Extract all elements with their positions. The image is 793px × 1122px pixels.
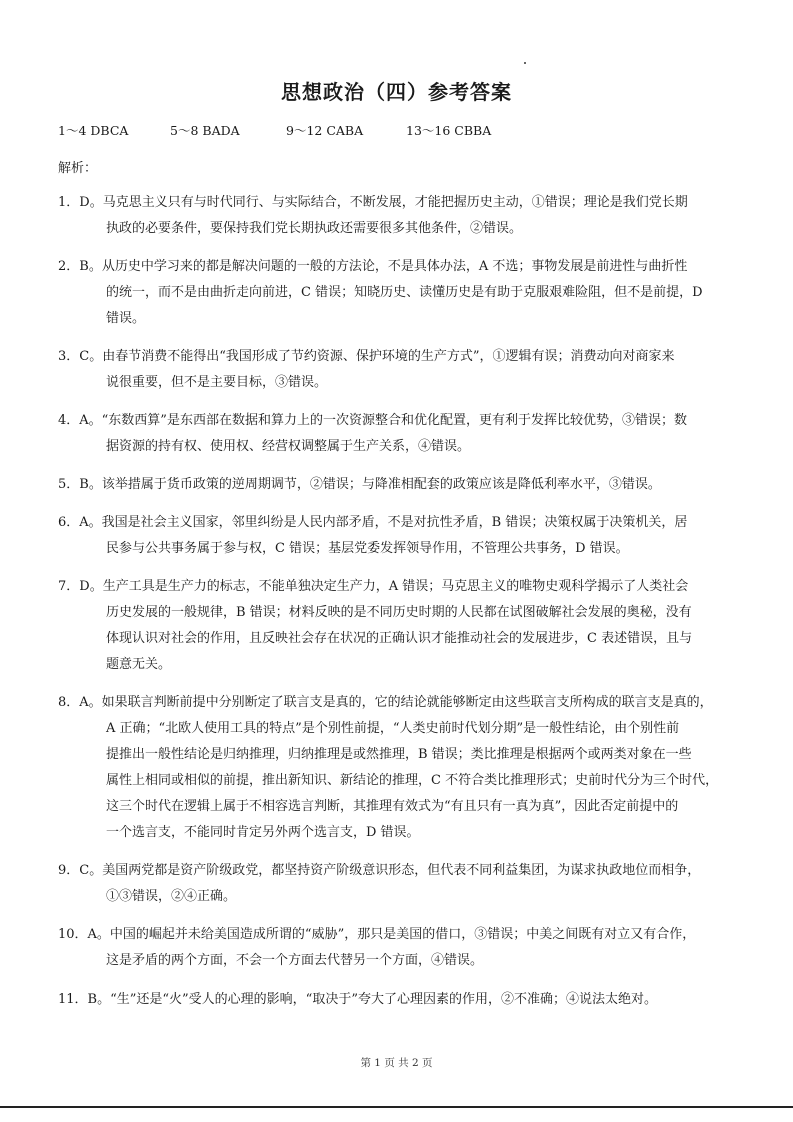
- explanation-line: ①③错误，②④正确。: [106, 889, 237, 904]
- explanation-item-7: [58, 574, 742, 678]
- answer-group-1: 1～4 DBCA: [58, 123, 129, 138]
- explanation-line: 说很重要，但不是主要目标，③错误。: [106, 375, 328, 390]
- answer-group-3: 9～12 CABA: [286, 123, 364, 138]
- explanation-line: 历史发展的一般规律，B 错误；材料反映的是不同历史时期的人民都在试图破解社会发展的奥秘，没有: [106, 605, 692, 620]
- explanation-item-9: [58, 858, 742, 910]
- explanation-line: 11．B。“生”还是“火”受人的心理的影响，“取决于”夸大了心理因素的作用，②不准确；④说法太绝对。: [58, 992, 657, 1007]
- page-footer: 第 1 页 共 2 页: [360, 1057, 433, 1069]
- explanation-line: 3．C。由春节消费不能得出“我国形成了节约资源、保护环境的生产方式”，①逻辑有误；消费动向对商家来: [58, 349, 675, 364]
- explanation-line: 6．A。我国是社会主义国家，邻里纠纷是人民内部矛盾，不是对抗性矛盾，B 错误；决策权属于决策机关，居: [58, 515, 688, 530]
- explanation-line: 提推出一般性结论是归纳推理，归纳推理是或然推理，B 错误；类比推理是根据两个或两类对象在一些: [106, 747, 692, 762]
- explanation-item-3: [58, 344, 742, 396]
- explanation-line: 10．A。中国的崛起并未给美国造成所谓的“威胁”，那只是美国的借口，③错误；中美之间既有对立又有合作，: [58, 927, 696, 942]
- explanation-line: 9．C。美国两党都是资产阶级政党，都坚持资产阶级意识形态，但代表不同利益集团，为谋求执政地位而相争，: [58, 863, 701, 878]
- explanation-line: 这三个时代在逻辑上属于不相容选言判断，其推理有效式为“有且只有一真为真”，因此否定前提中的: [106, 799, 679, 814]
- answer-key: [58, 121, 491, 139]
- explanation-line: 执政的必要条件，要保持我们党长期执政还需要很多其他条件，②错误。: [106, 221, 523, 236]
- explanation-item-1: [58, 190, 742, 242]
- analysis-label: 解析：: [58, 161, 98, 176]
- explanation-line: 8．A。如果联言判断前提中分别断定了联言支是真的，它的结论就能够断定由这些联言支所构成的联言支是真的，: [58, 695, 713, 710]
- answer-group-4: 13～16 CBBA: [406, 123, 492, 138]
- explanation-line: 7．D。生产工具是生产力的标志，不能单独决定生产力，A 错误；马克思主义的唯物史观科学揭示了人类社会: [58, 579, 689, 594]
- explanation-item-2: [58, 254, 742, 332]
- explanation-line: 2．B。从历史中学习来的都是解决问题的一般的方法论，不是具体办法，A 不选；事物发展是前进性与曲折性: [58, 259, 688, 274]
- explanation-line: 错误。: [106, 311, 146, 326]
- scan-speck: [524, 62, 526, 64]
- explanation-item-6: [58, 510, 742, 562]
- explanation-line: 民参与公共事务属于参与权，C 错误；基层党委发挥领导作用，不管理公共事务，D 错误。: [106, 541, 629, 556]
- explanation-line: 体现认识对社会的作用，且反映社会存在状况的正确认识才能推动社会的发展进步，C 表述错误，且与: [106, 631, 693, 646]
- explanation-line: 属性上相同或相似的前提，推出新知识、新结论的推理，C 不符合类比推理形式；史前时代分为三个时代，: [106, 773, 719, 788]
- explanation-line: 5．B。该举措属于货币政策的逆周期调节，②错误；与降准相配套的政策应该是降低利率水平，③错误。: [58, 477, 661, 492]
- explanation-line: 4．A。“东数西算”是东西部在数据和算力上的一次资源整合和优化配置，更有利于发挥比较优势，③错误；数: [58, 413, 687, 428]
- explanation-item-5: [58, 472, 742, 498]
- explanation-item-10: [58, 922, 742, 974]
- explanation-line: A 正确；“北欧人使用工具的特点”是个别性前提，“人类史前时代划分期”是一般性结论，由个别性前: [106, 721, 680, 736]
- explanation-line: 这是矛盾的两个方面，不会一个方面去代替另一个方面，④错误。: [106, 953, 484, 968]
- bottom-rule: [0, 1106, 793, 1108]
- explanation-item-11: [58, 987, 742, 1013]
- explanation-item-8: [58, 690, 742, 846]
- explanation-line: 1．D。马克思主义只有与时代同行、与实际结合，不断发展，才能把握历史主动，①错误；理论是我们党长期: [58, 195, 688, 210]
- answer-group-2: 5～8 BADA: [170, 123, 240, 138]
- explanation-line: 据资源的持有权、使用权、经营权调整属于生产关系，④错误。: [106, 439, 471, 454]
- explanation-line: 一个选言支，不能同时肯定另外两个选言支，D 错误。: [106, 825, 420, 840]
- explanation-line: 的统一，而不是由曲折走向前进，C 错误；知晓历史、读懂历史是有助于克服艰难险阻，但不是前提，D: [106, 285, 703, 300]
- page-title: 思想政治（四）参考答案: [281, 80, 512, 104]
- explanation-line: 题意无关。: [106, 657, 172, 672]
- explanation-item-4: [58, 408, 742, 460]
